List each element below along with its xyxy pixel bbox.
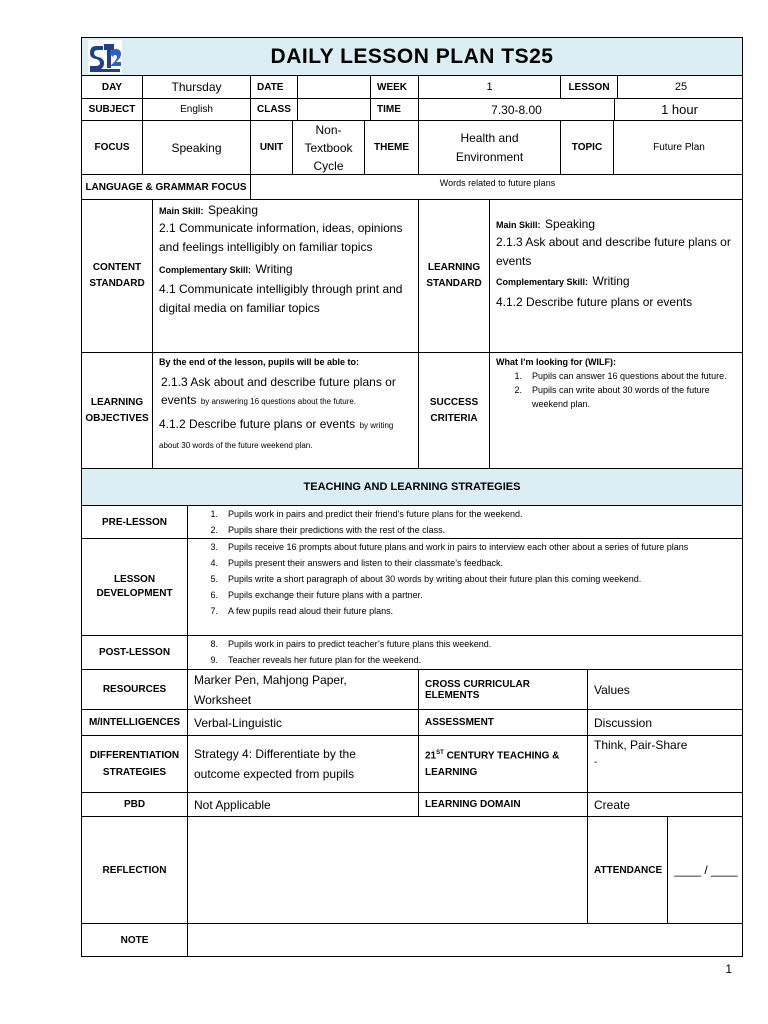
- note-value[interactable]: [188, 924, 744, 956]
- theme-label: THEME: [365, 121, 419, 174]
- class-value: [298, 99, 371, 120]
- topic-label: TOPIC: [561, 121, 614, 174]
- objective-2-detail: by writing about 30 words of the future weekend plan.: [159, 421, 394, 450]
- list-item: 8. Pupils work in pairs to predict teacher’s future plans this weekend.: [210, 639, 492, 649]
- century-learning-value: Think, Pair-Share -: [594, 738, 688, 768]
- cross-curricular-value: Values: [594, 682, 630, 697]
- focus-label: FOCUS: [82, 121, 143, 174]
- row-post-lesson: [81, 636, 743, 670]
- reflection-label: REFLECTION: [82, 817, 188, 923]
- row-subject: [81, 99, 743, 121]
- unit-value: Non-Textbook Cycle: [293, 121, 365, 174]
- learning-domain-value: Create: [594, 797, 631, 812]
- post-lesson-list: [188, 636, 744, 669]
- attendance-value[interactable]: ____ / ____: [674, 863, 738, 877]
- ls-comp-skill-prefix: Complementary Skill:: [496, 277, 589, 287]
- list-item: 7. A few pupils read aloud their future plans.: [210, 606, 394, 616]
- learning-domain-label: LEARNING DOMAIN: [419, 793, 588, 816]
- main-skill-value: Speaking: [207, 203, 259, 217]
- page-number: 1: [725, 962, 732, 976]
- row-focus: [81, 121, 743, 175]
- row-reflection: [81, 817, 743, 924]
- post-lesson-label: POST-LESSON: [82, 636, 188, 669]
- success-criteria-text: [490, 353, 744, 468]
- comp-skill-value: Writing: [255, 262, 293, 276]
- unit-label: UNIT: [251, 121, 293, 174]
- learning-standard-text: [490, 200, 744, 352]
- day-value: Thursday: [143, 76, 251, 98]
- row-note: [81, 924, 743, 957]
- assessment-label: ASSESSMENT: [419, 710, 588, 735]
- lesson-development-label: LESSON DEVELOPMENT: [82, 539, 188, 635]
- differentiation-label: DIFFERENTIATION STRATEGIES: [82, 736, 188, 792]
- list-item: 2. Pupils share their predictions with the rest of the class.: [210, 525, 446, 535]
- resources-label: RESOURCES: [82, 670, 188, 709]
- content-standard-label: CONTENT STANDARD: [82, 200, 153, 352]
- century-learning-label: 21ST CENTURY TEACHING & LEARNING: [419, 736, 588, 792]
- ls-main-skill-value: Speaking: [544, 217, 596, 231]
- language-focus-value: Words related to future plans: [439, 178, 556, 188]
- strategies-title: TEACHING AND LEARNING STRATEGIES: [303, 481, 521, 493]
- duration-value: 1 hour: [661, 102, 698, 117]
- objectives-intro: By the end of the lesson, pupils will be able to:: [159, 357, 360, 367]
- time-value: 7.30-8.00: [419, 99, 615, 120]
- list-item: 6. Pupils exchange their future plans with a partner.: [210, 590, 423, 600]
- topic-value: Future Plan: [653, 142, 705, 153]
- assessment-value: Discussion: [594, 715, 653, 730]
- row-language: [81, 175, 743, 200]
- language-focus-label: LANGUAGE & GRAMMAR FOCUS: [82, 175, 251, 199]
- comp-skill-prefix: Complementary Skill:: [159, 265, 252, 275]
- row-standards: [81, 200, 743, 353]
- list-item: 4. Pupils present their answers and listen to their classmate’s feedback.: [210, 558, 503, 568]
- pbd-value: Not Applicable: [188, 793, 419, 816]
- learning-objectives-label: LEARNING OBJECTIVES: [82, 353, 153, 468]
- list-item: 1. Pupils work in pairs and predict their friend’s future plans for the weekend.: [210, 509, 523, 519]
- learning-main-standard: 2.1.3 Ask about and describe future plans or events: [496, 235, 731, 268]
- note-label: NOTE: [82, 924, 188, 956]
- lesson-development-list: [188, 539, 744, 635]
- focus-value: Speaking: [143, 121, 251, 174]
- main-skill-prefix: Main Skill:: [159, 206, 204, 216]
- content-main-standard: 2.1 Communicate information, ideas, opinions and feelings intelligibly on familiar topics: [159, 221, 403, 254]
- list-item: 2. Pupils can write about 30 words of the future weekend plan.: [514, 385, 710, 409]
- theme-value: Health and Environment: [419, 121, 561, 174]
- strategies-band: [81, 469, 743, 506]
- date-label: DATE: [251, 76, 298, 98]
- list-item: 9. Teacher reveals her future plan for the weekend.: [210, 655, 422, 665]
- ls-main-skill-prefix: Main Skill:: [496, 220, 541, 230]
- date-value: [298, 76, 371, 98]
- pre-lesson-label: PRE-LESSON: [82, 506, 188, 538]
- learning-objectives-text: [153, 353, 419, 468]
- pbd-label: PBD: [82, 793, 188, 816]
- row-objectives: [81, 353, 743, 469]
- success-intro: What I’m looking for (WILF):: [496, 357, 616, 367]
- list-item: 3. Pupils receive 16 prompts about future plans and work in pairs to interview each other about a series of future plans: [210, 542, 689, 552]
- row-differentiation: [81, 736, 743, 793]
- ls-comp-skill-value: Writing: [592, 274, 630, 288]
- intelligences-label: M/INTELLIGENCES: [82, 710, 188, 735]
- row-day: [81, 76, 743, 99]
- row-pre-lesson: [81, 506, 743, 539]
- lesson-value: 25: [674, 81, 688, 93]
- list-item: 5. Pupils write a short paragraph of about 30 words by writing about their future plan this coming weekend.: [210, 574, 642, 584]
- objective-1-detail: by answering 16 questions about the future.: [200, 397, 357, 406]
- intelligences-value: Verbal-Linguistic: [188, 710, 419, 735]
- row-lesson-development: [81, 539, 743, 636]
- objective-2: 4.1.2 Describe future plans or events: [159, 417, 356, 431]
- week-label: WEEK: [371, 76, 419, 98]
- row-intelligences: [81, 710, 743, 736]
- differentiation-value: Strategy 4: Differentiate by the outcome expected from pupils: [188, 736, 419, 792]
- content-standard-text: [153, 200, 419, 352]
- lesson-label: LESSON: [561, 76, 618, 98]
- day-label: DAY: [82, 76, 143, 98]
- time-label: TIME: [371, 99, 419, 120]
- pre-lesson-list: [188, 506, 744, 538]
- subject-label: SUBJECT: [82, 99, 143, 120]
- learning-comp-standard: 4.1.2 Describe future plans or events: [496, 295, 693, 309]
- header-band: [81, 37, 743, 76]
- class-label: CLASS: [251, 99, 298, 120]
- row-pbd: [81, 793, 743, 817]
- attendance-label: ATTENDANCE: [588, 817, 668, 923]
- objective-1: 2.1.3 Ask about and describe future plans or events: [161, 375, 396, 407]
- cross-curricular-label: CROSS CURRICULAR ELEMENTS: [419, 670, 588, 709]
- reflection-value[interactable]: [188, 817, 588, 923]
- subject-value: English: [143, 99, 251, 120]
- success-criteria-label: SUCCESS CRITERIA: [419, 353, 490, 468]
- resources-value: Marker Pen, Mahjong Paper, Worksheet: [188, 670, 419, 709]
- row-resources: [81, 670, 743, 710]
- page-title: DAILY LESSON PLAN TS25: [270, 44, 554, 68]
- learning-standard-label: LEARNING STANDARD: [419, 200, 490, 352]
- list-item: 1. Pupils can answer 16 questions about the future.: [514, 371, 727, 381]
- week-value: 1: [419, 76, 561, 98]
- content-comp-standard: 4.1 Communicate intelligibly through print and digital media on familiar topics: [159, 282, 403, 315]
